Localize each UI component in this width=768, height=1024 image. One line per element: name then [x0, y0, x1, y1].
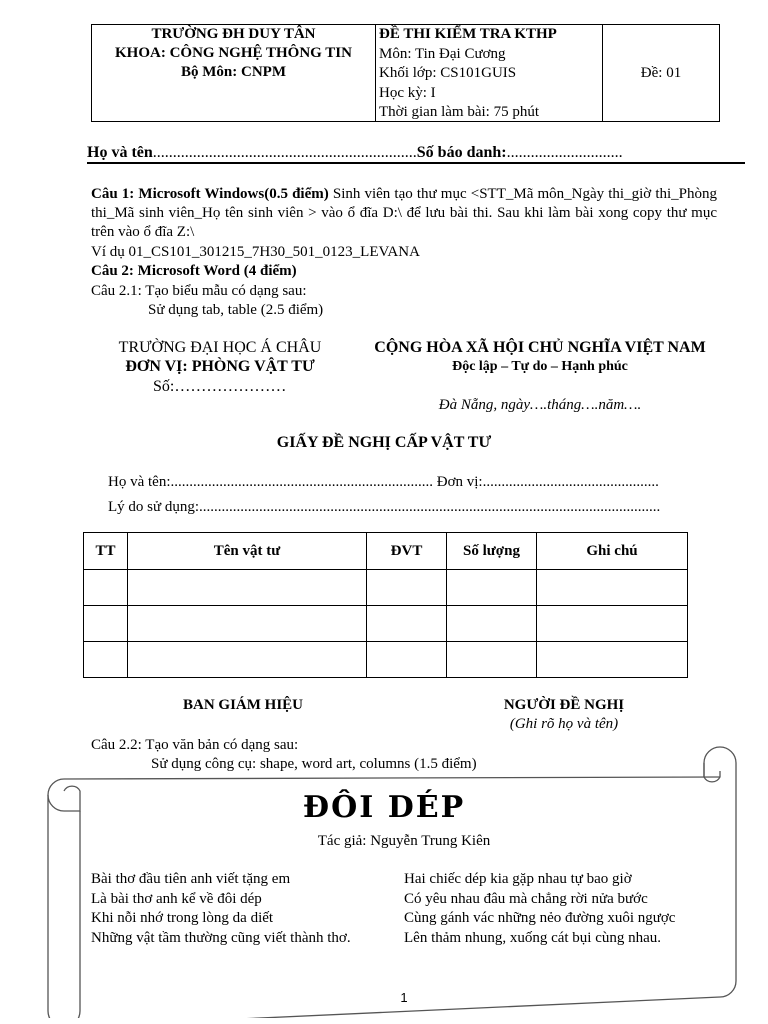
time-line: Thời gian làm bài: 75 phút	[379, 104, 539, 120]
department-name: Bộ Môn: CNPM	[181, 64, 286, 80]
question-1-text: Sinh viên tạo thư mục <STT_Mã môn_Ngày thi_giờ thi_Phòng thi_Mã sinh viên_Họ tên sinh viên > vào ổ đĩa D:\ để lưu bài thi. Sau khi làm bài xong copy thư mục trên vào ổ đĩa Z:\	[91, 186, 717, 240]
question-2-2: Câu 2.2: Tạo văn bản có dạng sau:	[91, 737, 299, 753]
question-2-1-note: Sử dụng tab, table (2.5 điểm)	[148, 302, 324, 318]
poem-line: Là bài thơ anh kể về đôi dép	[91, 890, 262, 907]
poem-line: Bài thơ đầu tiên anh viết tặng em	[91, 871, 291, 887]
question-2-2-note: Sử dụng công cụ: shape, word art, columns (1.5 điểm)	[151, 756, 477, 772]
form-nation: CỘNG HÒA XÃ HỘI CHỦ NGHĨA VIỆT NAM	[374, 339, 706, 356]
header-divider	[87, 162, 745, 164]
question-2-1: Câu 2.1: Tạo biểu mẫu có dạng sau:	[91, 283, 307, 299]
table-header-row	[84, 533, 688, 570]
sign-right: NGƯỜI ĐỀ NGHỊ	[503, 697, 625, 713]
col-header-unit: ĐVT	[367, 533, 447, 570]
poem-line: Khi nỗi nhớ trong lòng da diết	[91, 910, 274, 926]
form-reason-line: Lý do sử dụng:...........................................................................................................................	[108, 499, 661, 515]
student-id-label: Số báo danh:	[416, 144, 507, 161]
sign-left: BAN GIÁM HIỆU	[182, 697, 303, 713]
sign-right-note: (Ghi rõ họ và tên)	[509, 716, 619, 732]
page-number: 1	[400, 990, 408, 1005]
poem-author: Tác giả: Nguyễn Trung Kiên	[317, 833, 491, 849]
form-date: Đà Nẵng, ngày….tháng….năm….	[438, 397, 642, 413]
faculty-name: KHOA: CÔNG NGHỆ THÔNG TIN	[115, 45, 352, 61]
exam-header-table	[91, 24, 720, 122]
question-1-example: Ví dụ 01_CS101_301215_7H30_501_0123_LEVANA	[91, 244, 420, 260]
form-title: GIẤY ĐỀ NGHỊ CẤP VẬT TƯ	[276, 434, 492, 451]
question-1	[91, 185, 717, 242]
poem-line: Lên thảm nhung, xuống cát bụi cùng nhau.	[404, 929, 662, 946]
question-1-title: Câu 1: Microsoft Windows(0.5 điểm)	[91, 186, 329, 202]
poem-column-left	[91, 870, 351, 948]
school-name: TRƯỜNG ĐH DUY TÂN	[151, 26, 316, 42]
form-org: TRƯỜNG ĐẠI HỌC Á CHÂU	[118, 339, 322, 356]
poem-line: Có yêu nhau đâu mà chẳng rời nửa bước	[404, 890, 648, 907]
student-id-dots: .............................	[506, 144, 623, 161]
col-header-note: Ghi chú	[537, 533, 688, 570]
poem-line: Hai chiếc dép kia gặp nhau tự bao giờ	[404, 871, 632, 887]
exam-code: Đề: 01	[640, 64, 682, 81]
question-2-title: Câu 2: Microsoft Word (4 điểm)	[91, 263, 297, 279]
student-info-line	[87, 144, 623, 162]
semester-line: Học kỳ: I	[379, 84, 436, 101]
poem-title: ĐÔI DÉP	[302, 790, 466, 825]
exam-info-cell	[376, 25, 603, 121]
table-row	[84, 642, 688, 678]
form-unit: ĐƠN VỊ: PHÒNG VẬT TƯ	[125, 358, 315, 375]
materials-table	[83, 532, 688, 678]
poem-line: Cùng gánh vác những nẻo đường xuôi ngược	[404, 910, 676, 926]
form-name-line: Họ và tên:...................................................................... Đơn vị:...............................................	[108, 474, 659, 490]
table-row	[84, 606, 688, 642]
exam-title: ĐỀ THI KIỂM TRA KTHP	[379, 26, 557, 42]
student-name-label: Họ và tên	[87, 144, 153, 161]
col-header-name: Tên vật tư	[128, 533, 367, 570]
subject-line: Môn: Tin Đại Cương	[379, 45, 506, 62]
class-line: Khối lớp: CS101GUIS	[379, 65, 517, 81]
poem-column-right	[404, 870, 675, 948]
col-header-quantity: Số lượng	[447, 533, 537, 570]
table-row	[84, 570, 688, 606]
col-header-tt: TT	[84, 533, 128, 570]
school-info-cell	[92, 25, 376, 121]
poem-line: Những vật tầm thường cũng viết thành thơ.	[91, 929, 351, 946]
exam-code-cell	[603, 25, 719, 121]
form-number: Số:…………………	[153, 378, 287, 395]
form-motto: Độc lập – Tự do – Hạnh phúc	[452, 359, 628, 374]
student-name-dots: ..................................................................	[152, 144, 417, 161]
